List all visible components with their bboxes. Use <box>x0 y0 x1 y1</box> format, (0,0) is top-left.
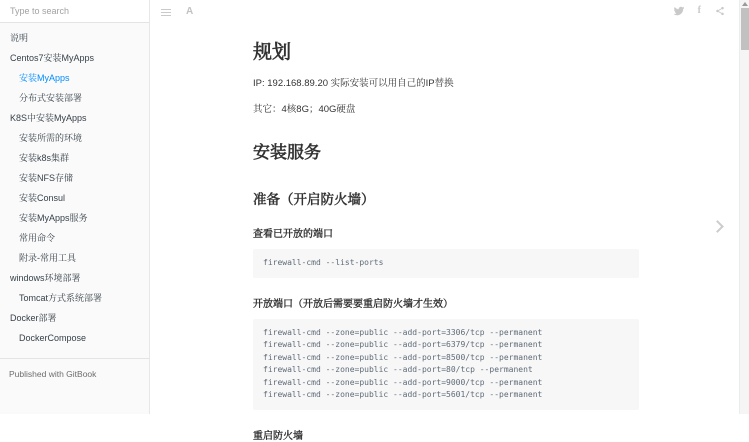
sidebar-item-required-env[interactable]: 安装所需的环境 <box>19 133 83 143</box>
intro-paragraph-specs: 其它：4核8G；40G硬盘 <box>253 104 356 115</box>
code-line: firewall-cmd --zone=public --add-port=8500/tcp --permanent <box>263 352 543 362</box>
sidebar-item-docker-compose[interactable]: DockerCompose <box>19 333 87 343</box>
code-line: firewall-cmd --zone=public --add-port=6379/tcp --permanent <box>263 340 543 349</box>
search-input[interactable] <box>0 0 149 22</box>
sidebar-item-docker-deploy[interactable]: Docker部署 <box>10 313 57 323</box>
sidebar-item-tomcat-deploy[interactable]: Tomcat方式系统部署 <box>19 293 103 303</box>
sidebar-item-nfs-storage[interactable]: 安装NFS存储 <box>19 173 74 183</box>
sidebar-item-centos7-install[interactable]: Centos7安装MyApps <box>10 53 95 63</box>
scrollbar-thumb[interactable] <box>741 8 749 50</box>
font-settings-icon[interactable]: A <box>186 6 194 17</box>
sidebar-item-intro[interactable]: 说明 <box>10 33 29 43</box>
share-icon[interactable] <box>715 6 725 16</box>
sidebar-item-appendix-tools[interactable]: 附录-常用工具 <box>19 253 76 263</box>
code-line: firewall-cmd --zone=public --add-port=5601/tcp --permanent <box>263 390 543 399</box>
code-block-list-ports <box>253 249 639 278</box>
sidebar-nav <box>0 23 149 348</box>
scrollbar[interactable] <box>739 0 749 414</box>
code-line: firewall-cmd --list-ports <box>263 258 384 267</box>
block-heading-list-ports: 查看已开放的端口 <box>253 229 333 240</box>
sidebar-item-distributed-install[interactable]: 分布式安装部署 <box>19 93 83 103</box>
sidebar-item-install-myapps[interactable]: 安装MyApps <box>19 73 70 83</box>
sidebar-item-consul[interactable]: 安装Consul <box>19 193 66 203</box>
chevron-right-icon <box>711 220 724 233</box>
section-title: 安装服务 <box>253 143 321 162</box>
sidebar-item-myapps-service[interactable]: 安装MyApps服务 <box>19 213 88 223</box>
menu-icon[interactable] <box>161 7 171 17</box>
sidebar-item-windows-deploy[interactable]: windows环境部署 <box>10 273 81 283</box>
book-body <box>150 0 739 442</box>
sidebar <box>0 0 150 414</box>
next-page-button[interactable] <box>701 208 733 244</box>
header-left-toolbar <box>161 7 193 17</box>
subsection-title: 准备（开启防火墙） <box>253 192 375 207</box>
facebook-icon[interactable]: f <box>697 5 701 16</box>
sidebar-item-k8s-install[interactable]: K8S中安装MyApps <box>10 113 87 123</box>
code-block-open-ports <box>253 319 639 410</box>
sidebar-item-k8s-cluster[interactable]: 安装k8s集群 <box>19 153 70 163</box>
twitter-icon[interactable] <box>674 6 684 16</box>
page-title: 规划 <box>253 42 292 63</box>
intro-paragraph-ip: IP: 192.168.89.20 实际安装可以用自己的IP替换 <box>253 78 454 89</box>
scroll-up-arrow-icon[interactable] <box>742 2 748 6</box>
search-box <box>0 0 149 23</box>
sidebar-item-common-commands[interactable]: 常用命令 <box>19 233 56 243</box>
block-heading-restart-firewall: 重启防火墙 <box>253 430 303 442</box>
code-line: firewall-cmd --zone=public --add-port=3306/tcp --permanent <box>263 327 543 337</box>
header-right-toolbar <box>674 6 725 16</box>
gitbook-link[interactable]: Published with GitBook <box>9 369 97 379</box>
page-content <box>253 0 639 442</box>
code-line: firewall-cmd --zone=public --add-port=9000/tcp --permanent <box>263 377 543 387</box>
block-heading-open-ports: 开放端口（开放后需要要重启防火墙才生效） <box>253 298 453 310</box>
code-line: firewall-cmd --zone=public --add-port=80/tcp --permanent <box>263 365 533 374</box>
